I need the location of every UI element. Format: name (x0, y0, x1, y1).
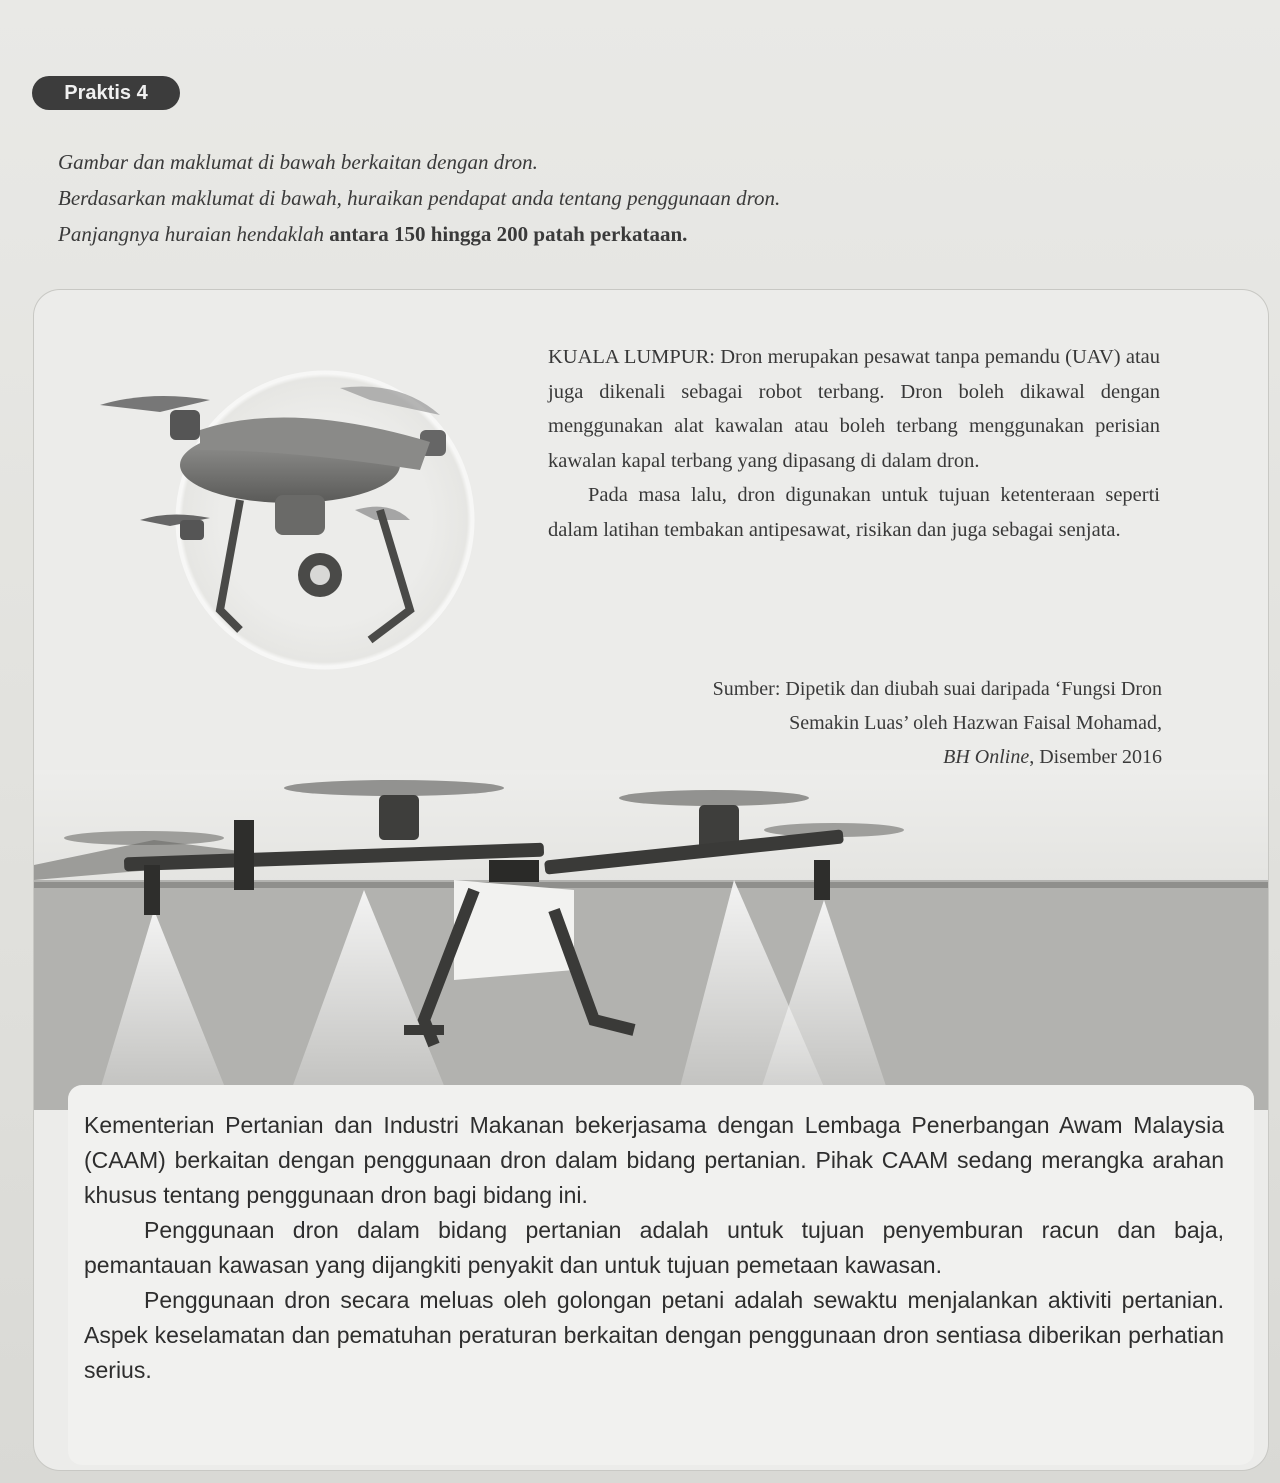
article-paragraph-1: KUALA LUMPUR: Dron merupakan pesawat tanpa pemandu (UAV) atau juga dikenali sebagai robot terbang. Dron boleh dikawal dengan menggunakan alat kawalan atau boleh terbang menggunakan perisian kawalan kapal terbang yang dipasang di dalam dron. (548, 346, 1160, 472)
exercise-badge: Praktis 4 (32, 76, 180, 110)
instruction-line-1: Gambar dan maklumat di bawah berkaitan dengan dron. (58, 150, 538, 174)
instruction-line-2: Berdasarkan maklumat di bawah, huraikan pendapat anda tentang penggunaan dron. (58, 186, 781, 210)
source-date: , Disember 2016 (1029, 746, 1162, 768)
instruction-word-count: antara 150 hingga 200 patah perkataan. (329, 222, 688, 246)
instruction-line-3-italic: Panjangnya huraian hendaklah (58, 222, 324, 246)
info-paragraph-2: Penggunaan dron dalam bidang pertanian adalah untuk tujuan penyemburan racun dan baja, pemantauan kawasan yang dijangkiti penyakit dan untuk tujuan pemetaan kawasan. (84, 1217, 1224, 1278)
source-line-3 (542, 740, 1162, 774)
source-publication: BH Online (943, 746, 1030, 768)
quadcopter-image (100, 370, 480, 670)
article-paragraph-2: Pada masa lalu, dron digunakan untuk tujuan ketenteraan seperti dalam latihan tembakan antipesawat, risikan dan juga sebagai senjata. (548, 484, 1160, 541)
article-text (548, 340, 1160, 547)
info-text (84, 1108, 1224, 1388)
info-paragraph-3: Penggunaan dron secara meluas oleh golongan petani adalah sewaktu menjalankan aktiviti pertanian. Aspek keselamatan dan pematuhan peraturan berkaitan dengan penggunaan dron sentiasa diberikan perhatian serius. (84, 1287, 1224, 1383)
instruction-line-3 (58, 222, 687, 247)
source-line-1: Sumber: Dipetik dan diubah suai daripada ‘Fungsi Dron (712, 678, 1162, 700)
info-paragraph-1: Kementerian Pertanian dan Industri Makanan bekerjasama dengan Lembaga Penerbangan Awam Malaysia (CAAM) berkaitan dengan penggunaan dron dalam bidang pertanian. Pihak CAAM sedang merangka arahan khusus tentang penggunaan dron bagi bidang ini. (84, 1112, 1224, 1208)
article-source (542, 672, 1162, 774)
source-line-2: Semakin Luas’ oleh Hazwan Faisal Mohamad, (789, 712, 1162, 734)
spraying-drone-photo (34, 770, 1268, 1110)
